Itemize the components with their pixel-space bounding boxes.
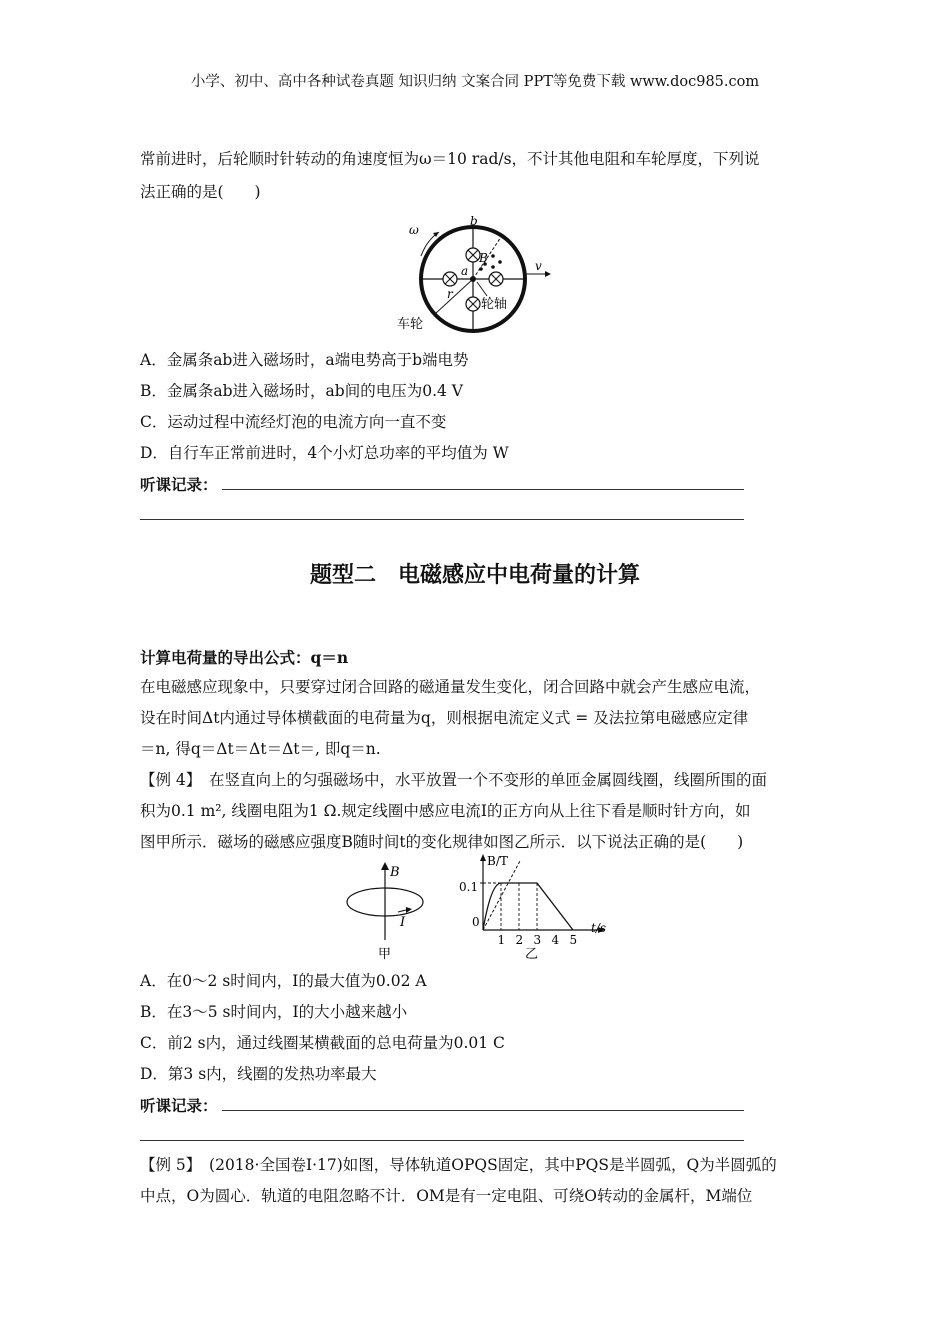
x-tick-label: 3 xyxy=(533,933,542,947)
q3-option-c: C．运动过程中流经灯泡的电流方向一直不变 xyxy=(140,413,447,431)
chart-ytick: 0.1 xyxy=(459,880,479,894)
example4-line-2: 积为0.1 m², 线圈电阻为1 Ω.规定线圈中感应电流I的正方向从上往下看是顺时针方向，如 xyxy=(140,802,751,820)
chart-xlabel: t/s xyxy=(591,921,607,935)
x-tick-label: 2 xyxy=(515,933,524,947)
ex4-option-a: A．在0～2 s时间内，I的最大值为0.02 A xyxy=(140,972,427,990)
ex4-option-c: C．前2 s内，通过线圈某横截面的总电荷量为0.01 C xyxy=(140,1034,505,1052)
coil-figure xyxy=(340,860,440,965)
coil-B-label: B xyxy=(390,865,400,880)
notes-label-2: 听课记录： xyxy=(140,1096,218,1115)
notes-line xyxy=(222,489,744,490)
body-line-2: 设在时间Δt内通过导体横截面的电荷量为q，则根据电流定义式 = 及法拉第电磁感应定律 xyxy=(140,709,749,727)
B-label: B xyxy=(479,251,488,265)
body-line-3: ＝n, 得q＝Δt＝Δt＝Δt＝, 即q＝n. xyxy=(140,740,381,758)
axle-label: 轮轴 xyxy=(481,297,508,312)
v-label: v xyxy=(535,259,542,273)
body-line-1: 在电磁感应现象中，只要穿过闭合回路的磁通量发生变化，闭合回路中就会产生感应电流， xyxy=(140,678,761,696)
coil-caption: 甲 xyxy=(378,947,392,962)
notes-label-1: 听课记录： xyxy=(140,475,218,494)
formula-line: 计算电荷量的导出公式：q＝n xyxy=(140,648,349,667)
a-label: a xyxy=(461,264,469,278)
r-label: r xyxy=(447,287,453,301)
b-label: b xyxy=(470,214,478,228)
notes-line xyxy=(140,519,744,520)
intro-line-1: 常前进时，后轮顺时针转动的角速度恒为ω＝10 rad/s，不计其他电阻和车轮厚度，下列说 xyxy=(140,150,760,168)
page-header: 小学、初中、高中各种试卷真题 知识归纳 文案合同 PPT等免费下载 www.doc985.com xyxy=(190,74,760,90)
q3-option-b: B．金属条ab进入磁场时，ab间的电压为0.4 V xyxy=(140,382,463,400)
tangent-line xyxy=(483,860,521,931)
notes-line xyxy=(140,1140,744,1141)
intro-line-2: 法正确的是( ) xyxy=(140,183,261,201)
example5-line-1: 【例 5】 (2018·全国卷Ⅰ·17)如图，导体轨道OPQS固定，其中PQS是半圆弧，Q为半圆弧的 xyxy=(140,1156,777,1174)
notes-line xyxy=(222,1110,744,1111)
coil-I-label: I xyxy=(400,915,406,930)
ex4-option-b: B．在3～5 s时间内，I的大小越来越小 xyxy=(140,1003,408,1021)
wheel-figure xyxy=(395,212,565,340)
b-t-chart xyxy=(455,852,615,967)
ex4-option-d: D．第3 s内，线圈的发热功率最大 xyxy=(140,1065,377,1083)
x-tick-label: 1 xyxy=(497,933,506,947)
chart-origin: 0 xyxy=(472,915,480,929)
x-tick-label: 5 xyxy=(569,933,578,947)
q3-option-a: A．金属条ab进入磁场时，a端电势高于b端电势 xyxy=(140,351,469,369)
omega-label: ω xyxy=(409,223,419,237)
chart-caption: 乙 xyxy=(525,947,539,962)
b-curve xyxy=(483,883,573,930)
example5-line-2: 中点，O为圆心．轨道的电阻忽略不计．OM是有一定电阻、可绕O转动的金属杆，M端位 xyxy=(140,1187,753,1205)
x-tick-label: 4 xyxy=(551,933,560,947)
chart-ylabel: B/T xyxy=(487,854,508,868)
example4-line-3: 图甲所示．磁场的磁感应强度B随时间t的变化规律如图乙所示．以下说法正确的是( ) xyxy=(140,833,744,851)
section-title: 题型二 电磁感应中电荷量的计算 xyxy=(309,562,640,588)
example4-line-1: 【例 4】 在竖直向上的匀强磁场中，水平放置一个不变形的单匝金属圆线圈，线圈所围的面 xyxy=(140,771,768,789)
q3-option-d: D．自行车正常前进时，4个小灯总功率的平均值为 W xyxy=(140,444,509,462)
wheel-label: 车轮 xyxy=(397,317,424,332)
